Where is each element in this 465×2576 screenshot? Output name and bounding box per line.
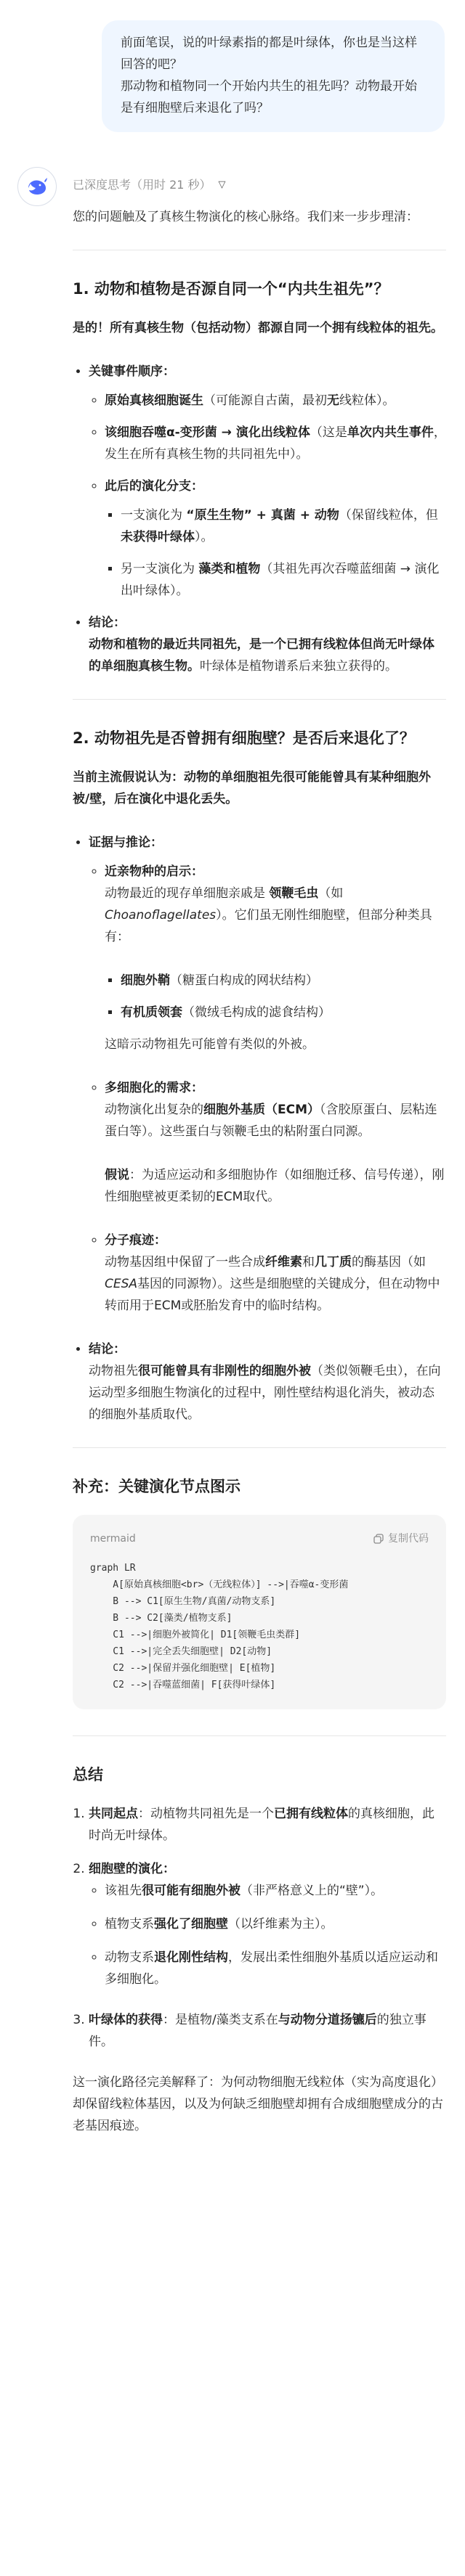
summary-list — [73, 1803, 446, 2053]
assistant-avatar — [17, 167, 57, 206]
section2-list — [73, 832, 446, 1426]
divider — [73, 699, 446, 700]
section1-title: 1. 动物和植物是否源自同一个“内共生祖先”？ — [73, 280, 389, 298]
list-item: ◦ 该细胞吞噬α-变形菌 → 演化出线粒体（这是单次内共生事件，发生在所有真核生物的共同祖先中）。 — [105, 422, 446, 465]
whale-logo-icon — [25, 175, 49, 198]
user-message-line: 前面笔误，说的叶绿素指的都是叶绿体，你也是当这样回答的吧？ — [121, 36, 417, 72]
list-item: ◦ 植物支系强化了细胞壁（以纤维素为主）。 — [105, 1913, 446, 1935]
list-item: ◦ 动物支系退化刚性结构，发展出柔性细胞外基质以适应运动和多细胞化。 — [105, 1947, 446, 1990]
user-message-bubble — [102, 20, 445, 132]
user-message-line: 那动物和植物同一个开始内共生的祖先吗？动物最开始是有细胞壁后来退化了吗？ — [121, 79, 417, 115]
intro-text: 您的问题触及了真核生物演化的核心脉络。我们来一步步理清： — [73, 210, 418, 224]
list-item: ◦ 分子痕迹： 动物基因组中保留了一些合成纤维素和几丁质的酶基因（如CESA基因的同源物）。这些是细胞壁的关键成分，但在动物中转而用于ECM或胚胎发育中的临时结构。 — [105, 1230, 446, 1317]
divider — [73, 1447, 446, 1448]
list-item: ▪ 一支演化为 “原生生物” + 真菌 + 动物（保留线粒体，但未获得叶绿体）。 — [121, 504, 446, 548]
code-block — [73, 1515, 446, 1709]
list-item: ▪ 细胞外鞘（糖蛋白构成的网状结构） — [121, 970, 446, 991]
list-item: ◦ 此后的演化分支： ▪ 一支演化为 “原生生物” + 真菌 + 动物（保留线粒体，但未获得叶绿体）。 ▪ 另一支演化为 藻类和植物（其祖先再次吞噬蓝细菌 → 演化出叶绿体）。 — [105, 475, 446, 602]
section1-answer: 是的！所有真核生物（包括动物）都源自同一个拥有线粒体的祖先。 — [73, 321, 443, 335]
code-content: graph LR A[原始真核细胞<br>（无线粒体）] -->|吞噬α-变形菌 B --> C1[原生生物/真菌/动物支系] B --> C2[藻类/植物支系] C1 -->|细胞外被简化| D1[领鞭毛虫类群] C1 -->|完全丢失细胞壁| D2[动物] C2 -->|保留并强化细胞壁| E[植物] C2 -->|吞噬蓝细菌| F[获得叶绿体] — [90, 1563, 349, 1690]
thinking-label: 已深度思考（用时 21 秒） — [73, 178, 211, 192]
list-item: • 证据与推论： ◦ 近亲物种的启示： 动物最近的现存单细胞亲戚是 领鞭毛虫（如 Choanoflagellates）。它们虽无刚性细胞壁，但部分种类具有： ▪ 细胞外鞘（糖蛋白构成的网状结构） ▪ 有机质领套（微绒毛构成的滤食结构） 这暗示动物祖先可能曾有类似的外被。 ◦ 多细胞化的需求： 动物演化出复杂的细胞外基质（ECM）（含胶原蛋白、层粘连蛋白等）。这些蛋白与领鞭毛虫的粘附蛋白同源。 假说：为适应运动和多细胞协作（如细胞迁移、信号传递），刚性细胞壁被更柔韧的ECM取代。 ◦ 分子痕迹： 动物基因组中保留了一些合成纤维素和几丁质的酶基因（如CESA基因的同源物）。这些是细胞壁的关键成分，但在动物中转而用于ECM或胚胎发育中的临时结构。 — [89, 832, 446, 1317]
list-item: ◦ 原始真核细胞诞生（可能源自古菌，最初无线粒体）。 — [105, 390, 446, 412]
list-item: 1. 共同起点：动植物共同祖先是一个已拥有线粒体的真核细胞，此时尚无叶绿体。 — [89, 1803, 446, 1847]
copy-code-button[interactable]: 复制代码 — [373, 1528, 429, 1550]
thinking-toggle[interactable] — [73, 174, 226, 196]
closing-text: 这一演化路径完美解释了：为何动物细胞无线粒体（实为高度退化）却保留线粒体基因，以及为何缺乏细胞壁却拥有合成细胞壁成分的古老基因痕迹。 — [73, 2075, 443, 2133]
list-item: 2. 细胞壁的演化： ◦ 该祖先很可能有细胞外被（非严格意义上的“壁”）。 ◦ 植物支系强化了细胞壁（以纤维素为主）。 ◦ 动物支系退化刚性结构，发展出柔性细胞外基质以适应运动和多细胞化。 — [89, 1858, 446, 1990]
list-item: ◦ 多细胞化的需求： 动物演化出复杂的细胞外基质（ECM）（含胶原蛋白、层粘连蛋白等）。这些蛋白与领鞭毛虫的粘附蛋白同源。 假说：为适应运动和多细胞协作（如细胞迁移、信号传递），刚性细胞壁被更柔韧的ECM取代。 — [105, 1077, 446, 1208]
section2-lead: 当前主流假说认为：动物的单细胞祖先很可能能曾具有某种细胞外被/壁，后在演化中退化丢失。 — [73, 770, 431, 806]
chevron-down-icon: ▽ — [218, 179, 226, 190]
code-language-label: mermaid — [90, 1533, 136, 1545]
list-item: • 结论： 动物祖先很可能曾具有非刚性的细胞外被（类似领鞭毛虫），在向运动型多细胞生物演化的过程中，刚性壁结构退化消失，被动态的细胞外基质取代。 — [89, 1338, 446, 1426]
list-item: ▪ 另一支演化为 藻类和植物（其祖先再次吞噬蓝细菌 → 演化出叶绿体）。 — [121, 558, 446, 602]
assistant-answer — [73, 206, 446, 2159]
list-item: 3. 叶绿体的获得：是植物/藻类支系在与动物分道扬镳后的独立事件。 — [89, 2009, 446, 2053]
summary-title: 总结 — [73, 1766, 103, 1783]
list-item: • 关键事件顺序： ◦ 原始真核细胞诞生（可能源自古菌，最初无线粒体）。 ◦ 该细胞吞噬α-变形菌 → 演化出线粒体（这是单次内共生事件，发生在所有真核生物的共同祖先中）。 ◦ 此后的演化分支： ▪ 一支演化为 “原生生物” + 真菌 + 动物（保留线粒体，但未获得叶绿体）。 ▪ 另一支演化为 藻类和植物（其祖先再次吞噬蓝细菌 → 演化出叶绿体）。 — [89, 361, 446, 602]
section2-title: 2. 动物祖先是否曾拥有细胞壁？是否后来退化了？ — [73, 729, 415, 747]
copy-icon — [373, 1534, 384, 1544]
section1-list — [73, 361, 446, 677]
supplement-title: 补充：关键演化节点图示 — [73, 1478, 240, 1495]
list-item: ◦ 近亲物种的启示： 动物最近的现存单细胞亲戚是 领鞭毛虫（如 Choanoflagellates）。它们虽无刚性细胞壁，但部分种类具有： ▪ 细胞外鞘（糖蛋白构成的网状结构） ▪ 有机质领套（微绒毛构成的滤食结构） 这暗示动物祖先可能曾有类似的外被。 — [105, 861, 446, 1055]
list-item: ▪ 有机质领套（微绒毛构成的滤食结构） — [121, 1002, 446, 1023]
divider — [73, 1735, 446, 1736]
list-item: • 结论： 动物和植物的最近共同祖先，是一个已拥有线粒体但尚无叶绿体的单细胞真核生物。叶绿体是植物谱系后来独立获得的。 — [89, 612, 446, 677]
list-item: ◦ 该祖先很可能有细胞外被（非严格意义上的“壁”）。 — [105, 1880, 446, 1902]
